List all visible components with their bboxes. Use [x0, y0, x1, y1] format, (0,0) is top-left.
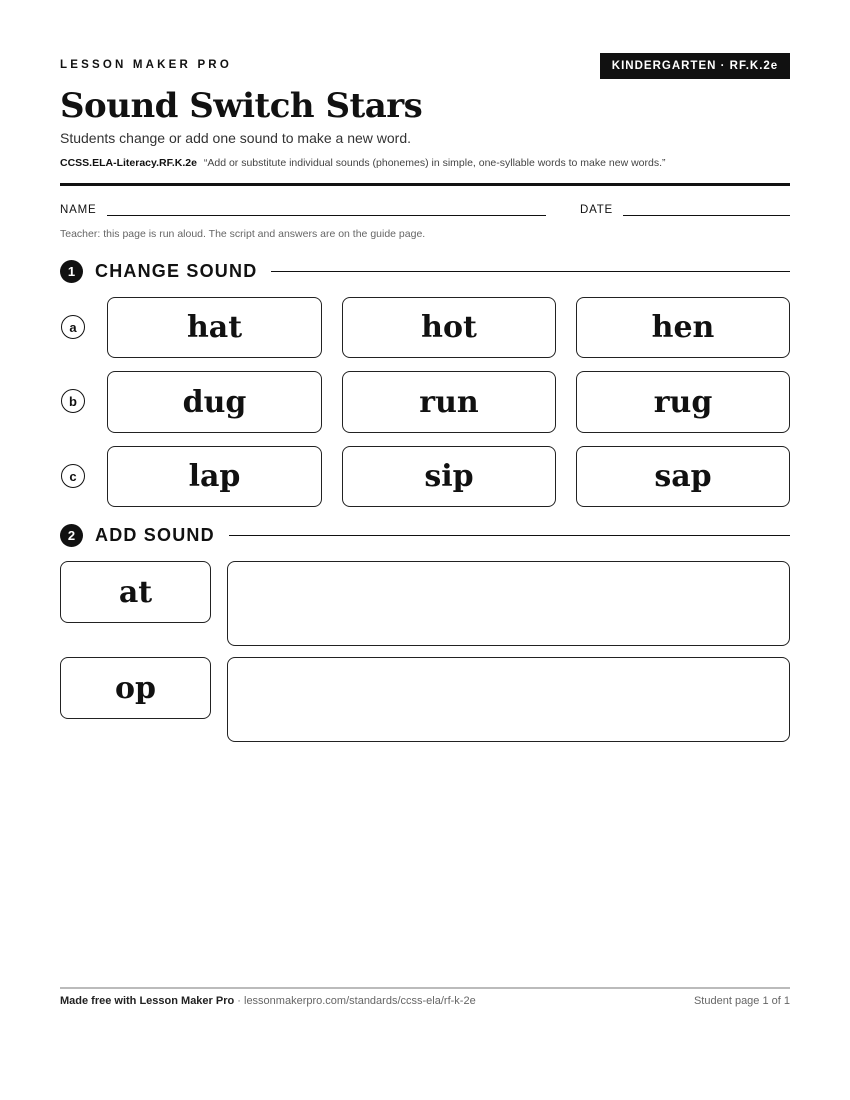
word-card: run: [342, 371, 556, 433]
word-card: sip: [342, 446, 556, 507]
brand-name: LESSON MAKER PRO: [60, 59, 232, 71]
word-card: rug: [576, 371, 790, 433]
word-card: at: [60, 561, 211, 623]
section-title: ADD SOUND: [95, 525, 215, 545]
name-field[interactable]: [107, 215, 546, 216]
answer-box[interactable]: [227, 561, 790, 646]
footer-credit: [60, 995, 476, 1007]
section-number: 1: [60, 260, 83, 283]
word-card: sap: [576, 446, 790, 507]
header-divider: [60, 183, 790, 186]
footer-made-with: Made free with Lesson Maker Pro: [60, 995, 235, 1007]
row-label-c: c: [61, 464, 85, 488]
word-card: op: [60, 657, 211, 719]
name-label: NAME: [60, 204, 97, 216]
grade-badge: KINDERGARTEN · RF.K.2e: [600, 53, 790, 79]
footer-url: · lessonmakerpro.com/standards/ccss-ela/rf-k-2e: [234, 995, 476, 1007]
section-add-sound-header: [60, 524, 790, 547]
section-title: CHANGE SOUND: [95, 261, 258, 281]
date-field[interactable]: [623, 215, 790, 216]
section-change-sound-header: [60, 260, 790, 283]
page-subtitle: Students change or add one sound to make a new word.: [60, 130, 412, 146]
word-card: hot: [342, 297, 556, 358]
section-number: 2: [60, 524, 83, 547]
standard-code: CCSS.ELA-Literacy.RF.K.2e: [60, 157, 197, 169]
section-rule: [229, 535, 790, 536]
page-title: Sound Switch Stars: [60, 86, 423, 126]
row-label-b: b: [61, 389, 85, 413]
footer-divider: [60, 987, 790, 989]
footer-page-number: Student page 1 of 1: [693, 995, 790, 1007]
row-label-a: a: [61, 315, 85, 339]
section-rule: [271, 271, 790, 272]
answer-box[interactable]: [227, 657, 790, 742]
word-card: hat: [107, 297, 322, 358]
date-label: DATE: [580, 204, 614, 216]
standard-line: [60, 157, 666, 169]
word-card: dug: [107, 371, 322, 433]
standard-text: “Add or substitute individual sounds (phonemes) in simple, one-syllable words to make new words.”: [203, 157, 666, 169]
word-card: lap: [107, 446, 322, 507]
word-card: hen: [576, 297, 790, 358]
teacher-note: Teacher: this page is run aloud. The script and answers are on the guide page.: [60, 228, 426, 240]
